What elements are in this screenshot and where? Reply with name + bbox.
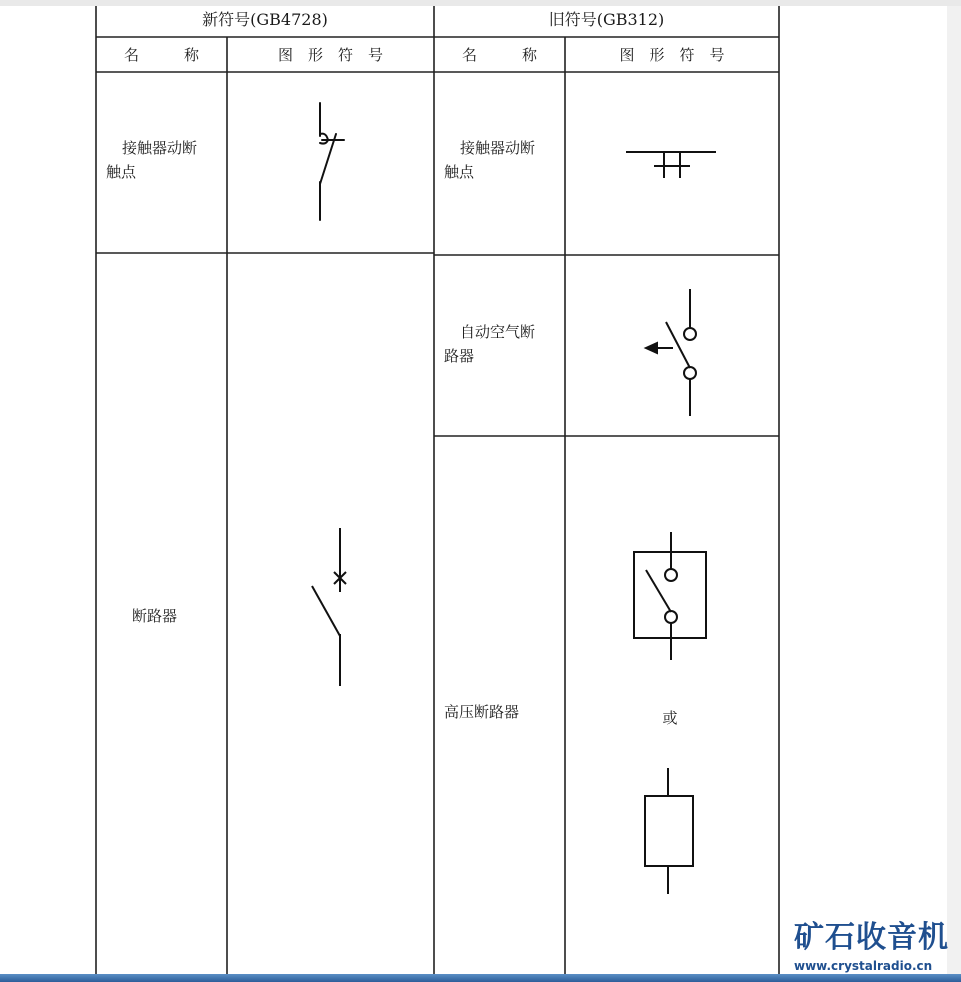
symbol-old-hv-breaker-rect bbox=[645, 768, 693, 894]
new-symbol-header: 新符号(GB4728) bbox=[202, 10, 328, 29]
vertical-scrollbar[interactable] bbox=[946, 6, 961, 974]
col-symbol-old: 图 形 符 号 bbox=[619, 46, 725, 64]
col-name-old: 名 称 bbox=[461, 46, 537, 64]
watermark-url: www.crystalradio.cn bbox=[794, 959, 933, 973]
old-symbol-header: 旧符号(GB312) bbox=[548, 10, 665, 29]
row1-new-name: 接触器动断 触点 bbox=[106, 139, 198, 181]
col-symbol-new: 图 形 符 号 bbox=[277, 46, 383, 64]
col-name-new: 名 称 bbox=[123, 46, 199, 64]
symbol-old-contactor-nc bbox=[626, 152, 716, 178]
taskbar-strip bbox=[0, 974, 961, 982]
symbol-old-hv-breaker-boxed bbox=[634, 532, 706, 660]
or-label: 或 bbox=[662, 709, 678, 727]
watermark-title: 矿石收音机 bbox=[794, 920, 949, 955]
symbol-old-air-breaker bbox=[646, 289, 696, 416]
document-page bbox=[0, 6, 947, 974]
symbol-new-contactor-nc bbox=[320, 103, 344, 220]
row1-old-name: 接触器动断 触点 bbox=[444, 139, 536, 181]
row2-old-name-hv-breaker: 高压断路器 bbox=[444, 703, 520, 721]
site-watermark bbox=[794, 920, 956, 976]
row2-new-name: 断路器 bbox=[132, 607, 178, 625]
row2-old-name-air-breaker: 自动空气断 路器 bbox=[444, 323, 536, 365]
symbol-new-breaker bbox=[312, 528, 346, 686]
